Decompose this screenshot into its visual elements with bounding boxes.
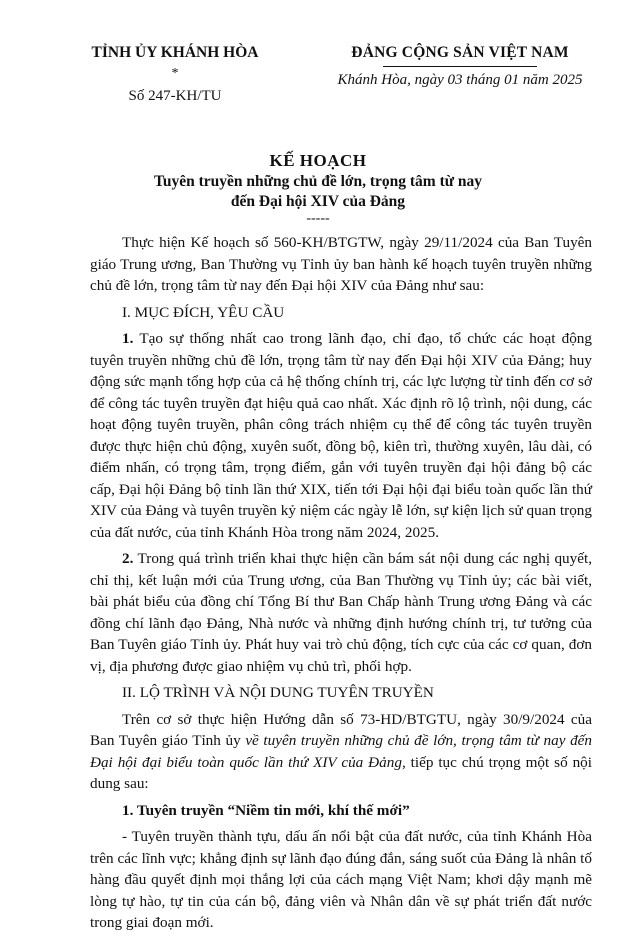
- bullet-paragraph-1: - Tuyên truyền thành tựu, dấu ấn nổi bật của đất nước, của tỉnh Khánh Hòa trên các lĩnh vực; khẳng định sự lãnh đạo đúng đắn, sáng suốt của Đảng là nhân tố hàng đầu quyết định mọi thắng lợi của cách mạng Việt Nam; khơi dậy mạnh mẽ lòng tự hào, tự tin của cán bộ, đảng viên và Nhân dân về sự phát triển đất nước trong giai đoạn mới.: [90, 828, 592, 931]
- document-subtitle-line-1: Tuyên truyền những chủ đề lớn, trọng tâm từ nay: [153, 173, 483, 190]
- item-2-text: Trong quá trình triển khai thực hiện cần bám sát nội dung các nghị quyết, chỉ thị, kết luận mới của Trung ương, của Ban Thường vụ Tỉnh ủy; các bài viết, bài phát biểu của đồng chí Tổng Bí thư Ban Chấp hành Trung ương Đảng và các đồng chí lãnh đạo Đảng, Nhà nước và những định hướng chính trị, tư tưởng của Ban Tuyên giáo Tỉnh ủy. Phát huy vai trò chủ động, tích cực của các cơ quan, đơn vị, địa phương được giao nhiệm vụ chủ trì, phối hợp.: [90, 550, 592, 675]
- section-1-heading: I. MỤC ĐÍCH, YÊU CẦU: [122, 303, 285, 321]
- subsection-1-heading: 1. Tuyên truyền “Niềm tin mới, khí thế mới”: [122, 801, 410, 819]
- section-2-intro-start: Trên cơ sở thực hiện Hướng dẫn số 73-HD/BTGTU, ngày 30/9/2024 của Ban Tuyên giáo Tỉnh ủy: [90, 710, 592, 749]
- item-2-number: 2.: [122, 550, 134, 567]
- document-header: [0, 44, 636, 134]
- issuing-organization: TỈNH ỦY KHÁNH HÒA: [91, 44, 259, 61]
- item-2-paragraph: [90, 548, 592, 677]
- section-2-intro-end: , tiếp tục chú trọng một số nội dung sau:: [90, 753, 592, 792]
- section-2-intro-paragraph: [90, 709, 592, 795]
- title-separator: -----: [306, 211, 330, 226]
- section-2-intro-italic: về tuyên truyền những chủ đề lớn, trọng tâm từ nay đến Đại hội đại biểu toàn quốc lần thứ XIV của Đảng: [90, 732, 592, 771]
- star-mark: *: [171, 66, 179, 81]
- place-and-date: Khánh Hòa, ngày 03 tháng 01 năm 2025: [337, 72, 583, 88]
- party-name: ĐẢNG CỘNG SẢN VIỆT NAM: [351, 44, 569, 61]
- document-body: [90, 232, 592, 939]
- section-2-heading: II. LỘ TRÌNH VÀ NỘI DUNG TUYÊN TRUYỀN: [122, 684, 434, 701]
- item-1-paragraph: [90, 328, 592, 543]
- intro-paragraph: Thực hiện Kế hoạch số 560-KH/BTGTW, ngày 29/11/2024 của Ban Tuyên giáo Trung ương, Ban Thường vụ Tỉnh ủy ban hành kế hoạch tuyên truyền những chủ đề lớn, trọng tâm từ nay đến Đại hội XIV của Đảng như sau:: [90, 234, 592, 294]
- party-name-underline: [383, 66, 537, 67]
- document-number: Số 247-KH/TU: [128, 88, 222, 104]
- document-title-block: [40, 150, 596, 226]
- item-1-text: Tạo sự thống nhất cao trong lãnh đạo, chỉ đạo, tổ chức các hoạt động tuyên truyền những chủ đề lớn, trọng tâm từ nay đến Đại hội XIV của Đảng; huy động sức mạnh tổng hợp của cả hệ thống chính trị, các lực lượng từ tỉnh đến cơ sở để công tác tuyên truyền đạt hiệu quả cao nhất. Xác định rõ lộ trình, nội dung, các hoạt động tuyên truyền, phân công trách nhiệm cụ thể để công tác tuyên truyền được thực hiện chủ động, xuyên suốt, đồng bộ, kiên trì, thường xuyên, lâu dài, có điểm nhấn, có trọng tâm, trọng điểm, gắn với tuyên truyền đại hội đảng bộ các cấp, Đại hội Đảng bộ tỉnh lần thứ XIX, tiến tới Đại hội đại biểu toàn quốc lần thứ XIV của Đảng và tuyên truyền kỷ niệm các ngày lễ lớn, sự kiện lịch sử quan trọng của đất nước, của tỉnh Khánh Hòa trong năm 2024, 2025.: [90, 330, 592, 541]
- document-subtitle-line-2: đến Đại hội XIV của Đảng: [230, 193, 406, 210]
- item-1-number: 1.: [122, 330, 134, 347]
- document-type: KẾ HOẠCH: [269, 151, 367, 170]
